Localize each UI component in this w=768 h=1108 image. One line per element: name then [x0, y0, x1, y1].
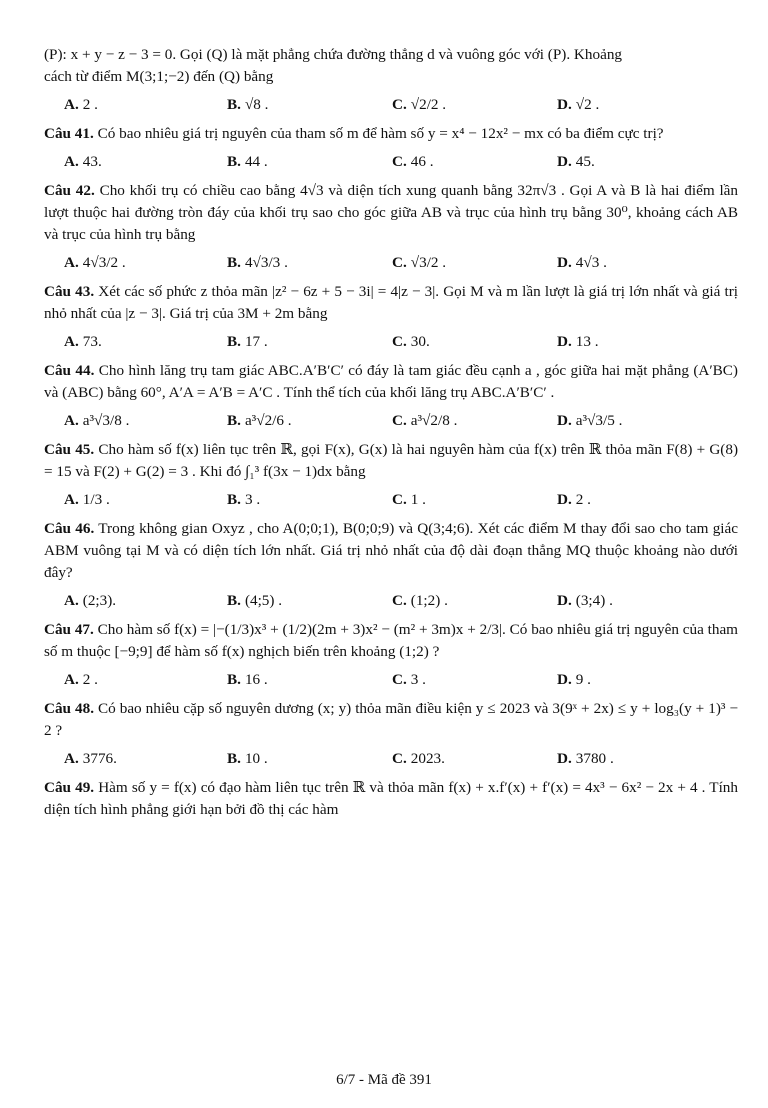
option-text: 4√3 . — [575, 254, 607, 271]
option-label: C. — [392, 750, 407, 767]
option-text: 17 . — [244, 333, 268, 350]
option-text: 1 . — [410, 491, 426, 508]
intro-line-1: (P): x + y − z − 3 = 0. Gọi (Q) là mặt phẳng chứa đường thẳng d và vuông góc với (P). Khoảng — [44, 46, 623, 63]
option-d — [539, 96, 704, 114]
option-d — [539, 491, 704, 509]
option-label: C. — [392, 153, 407, 170]
option-text: a³√3/8 . — [82, 412, 130, 429]
option-label: A. — [64, 153, 79, 170]
question-45 — [44, 439, 738, 509]
option-text: √2 . — [575, 96, 600, 113]
question-body: Hàm số y = f(x) có đạo hàm liên tục trên ℝ và thỏa mãn f(x) + x.f′(x) + f′(x) = 4x³ − 6x² − 2x + 4 . Tính diện tích hình phẳng giới hạn bởi đồ thị các hàm — [44, 779, 738, 818]
option-text: 73. — [82, 333, 102, 350]
option-text: 9 . — [575, 671, 591, 688]
question-options — [44, 412, 738, 430]
option-a — [44, 333, 209, 351]
option-d — [539, 412, 704, 430]
question-number: Câu 47. — [44, 621, 94, 638]
option-label: C. — [392, 671, 407, 688]
option-a — [44, 491, 209, 509]
option-c — [374, 671, 539, 689]
option-label: B. — [227, 750, 241, 767]
question-number: Câu 46. — [44, 520, 95, 537]
option-label: D. — [557, 592, 572, 609]
intro-line-2: cách từ điểm M(3;1;−2) đến (Q) bằng — [44, 68, 274, 85]
question-body: Xét các số phức z thỏa mãn |z² − 6z + 5 − 3i| = 4|z − 3|. Gọi M và m lần lượt là giá trị lớn nhất và giá trị nhỏ nhất của |z − 3|. Giá trị của 3M + 2m bằng — [44, 283, 738, 322]
option-text: 16 . — [244, 671, 268, 688]
question-text — [44, 777, 738, 821]
question-number: Câu 44. — [44, 362, 95, 379]
option-label: C. — [392, 592, 407, 609]
question-text — [44, 698, 738, 742]
option-text: √3/2 . — [410, 254, 447, 271]
option-text: 3 . — [244, 491, 261, 508]
option-label: D. — [557, 412, 572, 429]
option-label: D. — [557, 254, 572, 271]
option-text: a³√2/8 . — [410, 412, 458, 429]
option-b — [209, 750, 374, 768]
question-text — [44, 281, 738, 325]
question-42 — [44, 180, 738, 272]
option-b — [209, 491, 374, 509]
option-text: 43. — [82, 153, 102, 170]
option-text: √8 . — [244, 96, 269, 113]
option-c — [374, 491, 539, 509]
option-text: (4;5) . — [244, 592, 283, 609]
question-number: Câu 49. — [44, 779, 95, 796]
option-label: C. — [392, 333, 407, 350]
option-d — [539, 592, 704, 610]
question-body: Cho hàm số f(x) = |−(1/3)x³ + (1/2)(2m + 3)x² − (m² + 3m)x + 2/3|. Có bao nhiêu giá trị nguyên của tham số m thuộc [−9;9] để hàm số f(x) nghịch biến trên khoảng (1;2) ? — [44, 621, 738, 660]
question-body: Cho hàm số f(x) liên tục trên ℝ, gọi F(x), G(x) là hai nguyên hàm của f(x) trên ℝ thỏa mãn F(8) + G(8) = 15 và F(2) + G(2) = 3 . Khi đó ∫₁³ f(3x − 1)dx bằng — [44, 441, 739, 480]
option-label: A. — [64, 96, 79, 113]
option-text: 45. — [575, 153, 595, 170]
option-d — [539, 333, 704, 351]
question-body: Có bao nhiêu giá trị nguyên của tham số m để hàm số y = x⁴ − 12x² − mx có ba điểm cực trị? — [97, 125, 664, 142]
option-c — [374, 333, 539, 351]
option-text: 30. — [410, 333, 430, 350]
question-46 — [44, 518, 738, 610]
option-a — [44, 96, 209, 114]
question-text — [44, 439, 738, 483]
option-c — [374, 96, 539, 114]
question-options — [44, 491, 738, 509]
question-44 — [44, 360, 738, 430]
question-number: Câu 43. — [44, 283, 95, 300]
option-text: 4√3/3 . — [244, 254, 288, 271]
option-text: 4√3/2 . — [82, 254, 126, 271]
option-label: D. — [557, 491, 572, 508]
option-c — [374, 592, 539, 610]
option-label: D. — [557, 96, 572, 113]
option-label: B. — [227, 592, 241, 609]
question-text — [44, 180, 738, 246]
option-d — [539, 671, 704, 689]
question-number: Câu 45. — [44, 441, 95, 458]
question-body: Cho hình lăng trụ tam giác ABC.A′B′C′ có đáy là tam giác đều cạnh a , góc giữa hai mặt phẳng (A′BC) và (ABC) bằng 60°, A′A = A′B = A′C . Tính thể tích của khối lăng trụ ABC.A′B′C′ . — [44, 362, 738, 401]
option-text: a³√2/6 . — [244, 412, 292, 429]
option-b — [209, 671, 374, 689]
option-label: D. — [557, 750, 572, 767]
option-b — [209, 333, 374, 351]
option-text: 2 . — [82, 671, 98, 688]
question-41 — [44, 123, 738, 171]
question-49 — [44, 777, 738, 821]
question-body: Trong không gian Oxyz , cho A(0;0;1), B(0;0;9) và Q(3;4;6). Xét các điểm M thay đổi sao cho tam giác ABM vuông tại M và có diện tích lớn nhất. Giá trị nhỏ nhất của độ dài đoạn thẳng MQ thuộc khoảng nào dưới đây? — [44, 520, 738, 581]
option-text: 46 . — [410, 153, 434, 170]
option-a — [44, 671, 209, 689]
option-label: B. — [227, 153, 241, 170]
option-label: C. — [392, 412, 407, 429]
option-text: a³√3/5 . — [575, 412, 623, 429]
option-text: 13 . — [575, 333, 599, 350]
question-options — [44, 592, 738, 610]
intro-options — [44, 96, 738, 114]
option-text: 1/3 . — [82, 491, 110, 508]
option-label: A. — [64, 412, 79, 429]
option-label: B. — [227, 412, 241, 429]
option-label: A. — [64, 671, 79, 688]
option-d — [539, 750, 704, 768]
option-label: C. — [392, 254, 407, 271]
option-d — [539, 254, 704, 272]
option-label: C. — [392, 491, 407, 508]
option-b — [209, 412, 374, 430]
option-text: 3 . — [410, 671, 426, 688]
option-a — [44, 254, 209, 272]
option-c — [374, 412, 539, 430]
option-text: (2;3). — [82, 592, 117, 609]
option-text: 2 . — [575, 491, 591, 508]
option-label: A. — [64, 333, 79, 350]
option-c — [374, 153, 539, 171]
question-options — [44, 750, 738, 768]
option-b — [209, 96, 374, 114]
option-text: 2 . — [82, 96, 98, 113]
option-b — [209, 254, 374, 272]
option-text: 10 . — [244, 750, 268, 767]
option-text: (3;4) . — [575, 592, 613, 609]
question-options — [44, 333, 738, 351]
question-43 — [44, 281, 738, 351]
option-a — [44, 592, 209, 610]
question-number: Câu 41. — [44, 125, 94, 142]
option-b — [209, 153, 374, 171]
option-text: 44 . — [244, 153, 268, 170]
option-label: C. — [392, 96, 407, 113]
question-options — [44, 153, 738, 171]
option-label: B. — [227, 491, 241, 508]
option-a — [44, 750, 209, 768]
page-footer: 6/7 - Mã đề 391 — [336, 1072, 432, 1088]
question-text — [44, 518, 738, 584]
question-body: Có bao nhiêu cặp số nguyên dương (x; y) thỏa mãn điều kiện y ≤ 2023 và 3(9ˣ + 2x) ≤ y + log₃(y + 1)³ − 2 ? — [44, 700, 739, 739]
option-label: A. — [64, 592, 79, 609]
option-d — [539, 153, 704, 171]
question-number: Câu 42. — [44, 182, 95, 199]
option-label: B. — [227, 96, 241, 113]
option-text: (1;2) . — [410, 592, 448, 609]
question-body: Cho khối trụ có chiều cao bằng 4√3 và diện tích xung quanh bằng 32π√3 . Gọi A và B là hai điểm lần lượt thuộc hai đường tròn đáy của khối trụ sao cho góc giữa AB và trục của hình trụ bằng 30⁰, khoảng cách AB và trục của hình trụ bằng — [44, 182, 739, 243]
question-48 — [44, 698, 738, 768]
option-text: √2/2 . — [410, 96, 447, 113]
option-c — [374, 750, 539, 768]
question-47 — [44, 619, 738, 689]
option-a — [44, 412, 209, 430]
option-label: A. — [64, 491, 79, 508]
option-label: A. — [64, 254, 79, 271]
option-text: 2023. — [410, 750, 445, 767]
option-c — [374, 254, 539, 272]
option-text: 3776. — [82, 750, 117, 767]
option-label: D. — [557, 333, 572, 350]
option-label: A. — [64, 750, 79, 767]
option-label: B. — [227, 254, 241, 271]
option-label: B. — [227, 671, 241, 688]
option-a — [44, 153, 209, 171]
question-text — [44, 619, 738, 663]
question-options — [44, 671, 738, 689]
question-text — [44, 360, 738, 404]
option-label: D. — [557, 153, 572, 170]
question-number: Câu 48. — [44, 700, 94, 717]
option-text: 3780 . — [575, 750, 614, 767]
question-text — [44, 123, 738, 145]
option-label: D. — [557, 671, 572, 688]
option-b — [209, 592, 374, 610]
option-label: B. — [227, 333, 241, 350]
question-options — [44, 254, 738, 272]
